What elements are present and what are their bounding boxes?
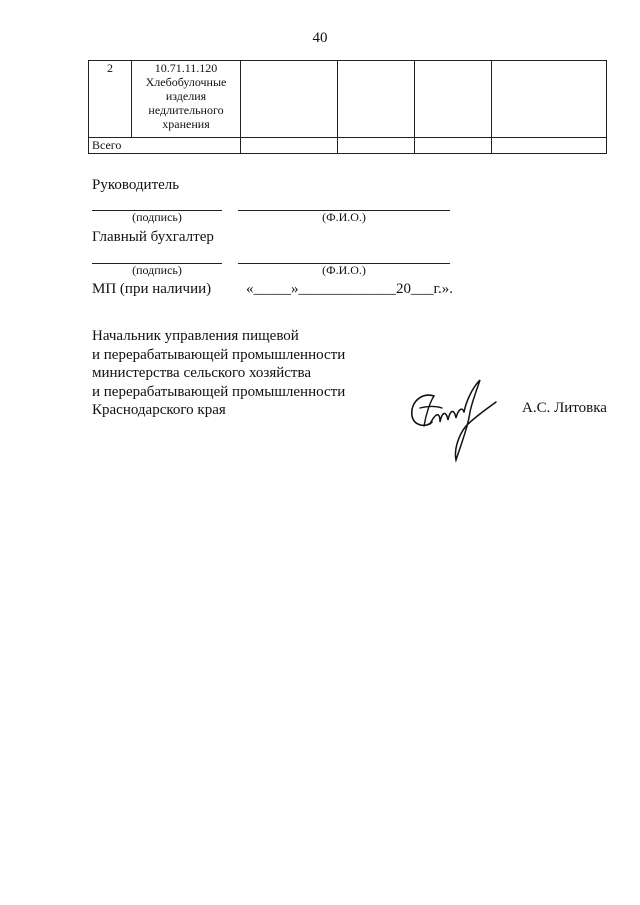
- product-name-line: недлительного: [148, 103, 224, 117]
- empty-cell: [241, 61, 338, 138]
- page-number: 40: [312, 30, 328, 46]
- empty-cell: [492, 61, 607, 138]
- accountant-label: Главный бухгалтер: [92, 229, 214, 245]
- position-line: Начальник управления пищевой: [92, 328, 299, 344]
- product-cell: [132, 61, 241, 138]
- signature-caption: (подпись): [132, 263, 182, 277]
- product-name-line: Хлебобулочные: [145, 75, 227, 89]
- handwritten-signature: [400, 372, 505, 467]
- position-line: и перерабатывающей промышленности: [92, 346, 346, 363]
- position-line: и перерабатывающей промышленности: [92, 383, 346, 400]
- name-caption: (Ф.И.О.): [322, 210, 366, 224]
- seal-label: МП (при наличии): [92, 281, 212, 297]
- row-number: 2: [89, 61, 132, 138]
- empty-cell: [241, 138, 338, 154]
- name-caption: (Ф.И.О.): [322, 263, 366, 277]
- product-table: [88, 60, 607, 154]
- product-code: 10.71.11.120: [154, 61, 218, 75]
- empty-cell: [338, 138, 415, 154]
- date-line: «_____»_____________20___г.».: [246, 281, 453, 297]
- head-label: Руководитель: [92, 177, 180, 193]
- position-line: Краснодарского края: [92, 402, 226, 418]
- empty-cell: [415, 138, 492, 154]
- total-row: [89, 138, 607, 154]
- empty-cell: [492, 138, 607, 154]
- signature-caption: (подпись): [132, 210, 182, 224]
- position-line: министерства сельского хозяйства: [92, 365, 312, 381]
- empty-cell: [338, 61, 415, 138]
- empty-cell: [415, 61, 492, 138]
- position-block: [92, 327, 345, 420]
- signer-name: А.С. Литовка: [522, 400, 607, 416]
- product-name-line: изделия: [165, 89, 207, 103]
- table-row: [89, 61, 607, 138]
- product-name-line: хранения: [162, 117, 210, 131]
- total-label: Всего: [89, 138, 241, 154]
